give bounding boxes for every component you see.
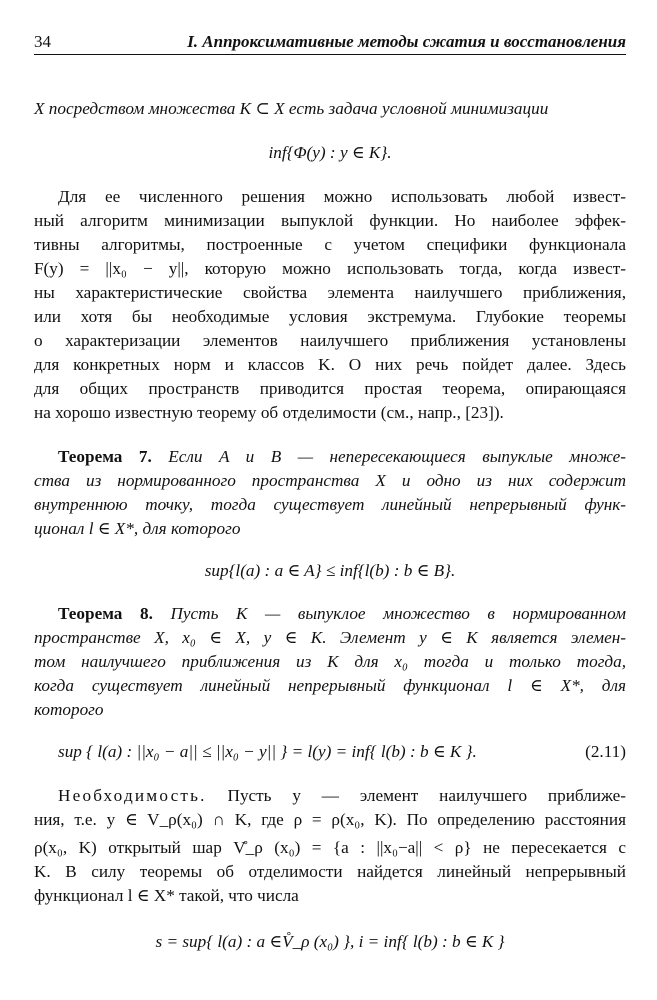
theorem7-label: Теорема 7. [58, 447, 152, 466]
paragraph-line-9: для общих пространств приводится простая теорема, опирающаяся [34, 379, 626, 398]
proof-line-2: ния, т.е. y ∈ V_ρ(x₀) ∩ K, где ρ = ρ(x₀, K). По определению расстояния [34, 810, 626, 829]
theorem8-line-2: пространстве X, x₀ ∈ X, y ∈ K. Элемент y ∈ K является элемен- [34, 628, 626, 647]
formula-inf: inf{Φ(y) : y ∈ K}. [268, 143, 392, 162]
theorem7-line-1 [34, 446, 626, 468]
theorem8-line-3: том наилучшего приближения из K для x₀ тогда и только тогда, [34, 652, 626, 671]
theorem8-line-5: которого [34, 700, 104, 719]
theorem8-label: Теорема 8. [58, 604, 153, 623]
proof-text-1: Пусть y — элемент наилучшего приближе- [206, 786, 626, 805]
theorem8-formula: sup { l(a) : ||x₀ − a|| ≤ ||x₀ − y|| } = l(y) = inf{ l(b) : b ∈ K }. [58, 742, 477, 761]
theorem8-line-1 [34, 603, 626, 625]
equation-number: (2.11) [585, 742, 626, 761]
theorem7-line-4: ционал l ∈ X*, для которого [34, 519, 241, 538]
theorem8-line-4: когда существует линейный непрерывный функционал l ∈ X*, для [34, 676, 626, 695]
running-title: I. Аппроксимативные методы сжатия и восстановления [187, 32, 626, 51]
theorem7-line-3: внутреннюю точку, тогда существует линейный непрерывный функ- [34, 495, 626, 514]
paragraph-line-2: ный алгоритм минимизации выпуклой функции. Но наиболее эффек- [34, 211, 626, 230]
paragraph-line-8: для конкретных норм и классов K. О них речь пойдет далее. Здесь [34, 355, 626, 374]
paragraph-line-6: или хотя бы необходимые условия экстремума. Глубокие теоремы [34, 307, 626, 326]
page-number: 34 [34, 32, 51, 51]
theorem8-text-1: Пусть K — выпуклое множество в нормированном [170, 604, 626, 623]
paragraph-line-5: ны характеристические свойства элемента наилучшего приближения, [34, 283, 626, 302]
proof-lead: Необходимость. [58, 786, 207, 805]
paragraph-line-10: на хорошо известную теорему об отделимости (см., напр., [23]). [34, 403, 504, 422]
text-line-intro: X посредством множества K ⊂ X есть задача условной минимизации [34, 99, 549, 118]
paragraph-line-4: F(y) = ||x₀ − y||, которую можно использовать тогда, когда извест- [34, 259, 626, 278]
proof-formula: s = sup{ l(a) : a ∈V̊_ρ (x₀) }, i = inf{ l(b) : b ∈ K } [155, 932, 505, 951]
theorem7-formula: sup{l(a) : a ∈ A} ≤ inf{l(b) : b ∈ B}. [204, 561, 456, 580]
paragraph-line-7: о характеризации элементов наилучшего приближения установлены [34, 331, 626, 350]
paragraph-line-1: Для ее численного решения можно использовать любой извест- [58, 187, 626, 206]
proof-line-5: функционал l ∈ X* такой, что числа [34, 886, 299, 905]
paragraph-line-3: тивны алгоритмы, построенные с учетом специфики функционала [34, 235, 626, 254]
running-header [34, 30, 626, 55]
proof-line-3: ρ(x₀, K) открытый шар V̊_ρ (x₀) = {a : ||x₀−a|| < ρ} не пересекается с [34, 838, 626, 857]
theorem7-text-1: Если A и B — непересекающиеся выпуклые множе- [168, 447, 626, 466]
proof-line-4: K. В силу теоремы об отделимости найдется линейный непрерывный [34, 862, 626, 881]
theorem7-line-2: ства из нормированного пространства X и одно из них содержит [34, 471, 626, 490]
proof-line-1 [34, 785, 626, 807]
